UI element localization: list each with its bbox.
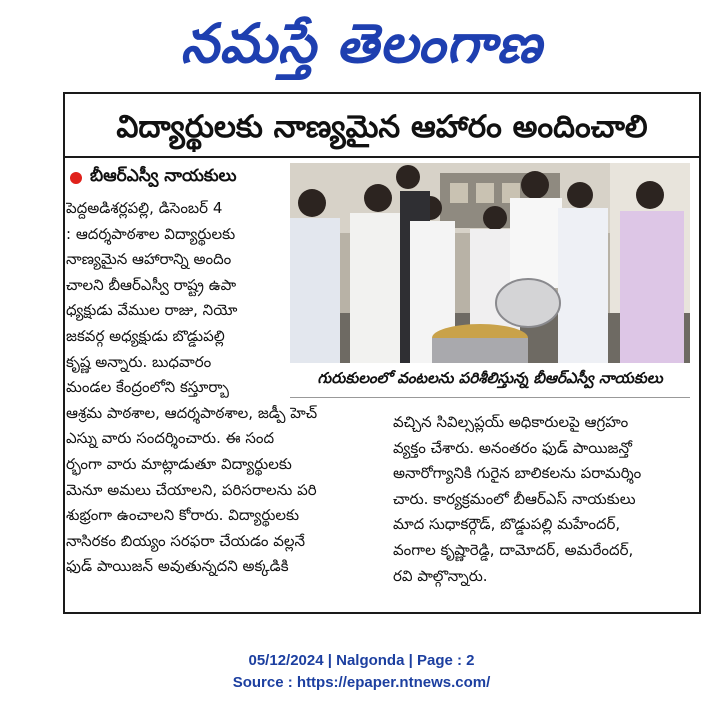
body-line: వచ్చిన సివిల్సప్లయ్ అధికారులపై ఆగ్రహం (393, 413, 629, 431)
body-line: ఆశ్రమ పాఠశాల, ఆదర్శపాఠశాల, జడ్పీ హెచ్ (66, 403, 318, 422)
body-line: చాలని బీఆర్ఎస్వీ రాష్ట్ర ఉపా (66, 275, 237, 294)
footer (0, 650, 723, 694)
body-line: : ఆదర్శపాఠశాల విద్యార్థులకు (66, 224, 236, 243)
footer-date-edition: 05/12/2024 | Nalgonda | Page : 2 (248, 652, 475, 669)
byline-text: బీఆర్ఎస్వీ నాయకులు (90, 166, 237, 186)
headline-divider (63, 156, 701, 158)
body-line: ఫుడ్ పాయిజన్ అవుతున్నదని అక్కడికి (66, 557, 289, 576)
body-line: నాసిరకం బియ్యం సరఫరా చేయడం వల్లనే (66, 531, 306, 550)
body-line: పెద్దఅడిశర్లపల్లి, డిసెంబర్ 4 (66, 199, 223, 217)
body-line: వ్యక్తం చేశారు. అనంతరం ఫుడ్ పాయిజన్తో (393, 438, 632, 457)
body-line: రవి పాల్గొన్నారు. (393, 566, 488, 585)
body-line: అనారోగ్యానికి గురైన బాలికలను పరామర్శిం (393, 464, 642, 483)
body-line: మెనూ అమలు చేయాలని, పరిసరాలను పరి (66, 480, 317, 499)
photo-caption: గురుకులంలో వంటలను పరిశీలిస్తున్న బీఆర్ఎస్వీ నాయకులు (317, 369, 663, 387)
article-body-column-2 (393, 410, 693, 589)
body-line: ధ్యక్షుడు వేముల రాజు, నియో (66, 301, 238, 320)
masthead-title: నమస్తే తెలంగాణ (180, 11, 543, 75)
body-line: కృష్ణ అన్నారు. బుధవారం (66, 352, 212, 371)
news-photo (290, 163, 690, 363)
body-line: వంగాల కృష్ణారెడ్డి, దామోదర్, అమరేందర్, (393, 540, 634, 559)
body-line: నాణ్యమైన ఆహారాన్ని అందిం (66, 250, 232, 269)
bullet-icon (70, 172, 82, 184)
footer-source: Source : https://epaper.ntnews.com/ (232, 674, 491, 691)
body-line: జకవర్గ అధ్యక్షుడు బొడ్డుపల్లి (66, 326, 225, 345)
body-line: మండల కేంద్రంలోని కస్తూర్బా (66, 378, 229, 397)
article-headline: విద్యార్థులకు నాణ్యమైన ఆహారం అందించాలి (116, 109, 648, 145)
photo-caption-bar (290, 363, 690, 398)
body-line: చారు. కార్యక్రమంలో బీఆర్ఎస్ నాయకులు (393, 489, 636, 508)
body-line: శుభ్రంగా ఉంచాలని కోరారు. విద్యార్థులకు (66, 506, 300, 525)
byline (70, 164, 237, 192)
body-line: ఎస్ను వారు సందర్శించారు. ఈ సంద (66, 429, 275, 448)
body-line: ర్భంగా వారు మాట్లాడుతూ విద్యార్థులకు (66, 454, 292, 473)
body-line: మాద సుధాకర్గౌడ్, బొడ్డుపల్లి మహేందర్, (393, 515, 621, 534)
